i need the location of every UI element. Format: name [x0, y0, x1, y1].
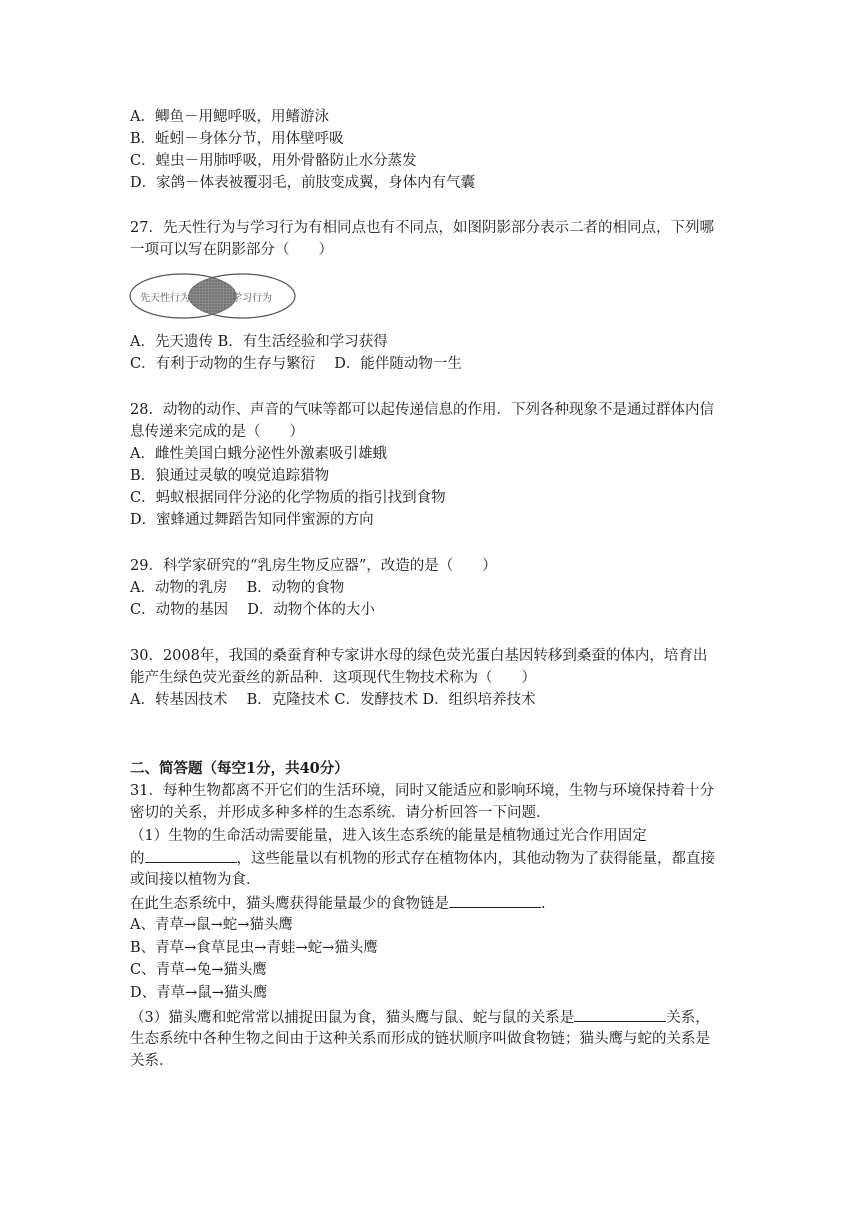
q31-stem-line2: 密切的关系，并形成多种多样的生态系统．请分析回答一下问题． — [130, 805, 551, 821]
q30-stem-line2: 能产生绿色荧光蚕丝的新品种．这项现代生物技术称为（ ） — [130, 670, 536, 686]
answer-blank-2[interactable] — [449, 892, 541, 908]
venn-right-label: 学习行为 — [232, 293, 272, 304]
answer-blank-3[interactable] — [574, 1006, 666, 1022]
q31-stem-line1: 31．每种生物都离不开它们的生活环境，同时又能适应和影响环境，生物与环境保持着十分 — [130, 783, 714, 799]
q31-part1-line2 — [130, 847, 715, 870]
q27-options-ab: A．先天遗传 B．有生活经验和学习获得 — [130, 334, 388, 350]
q27-stem-line2: 一项可以写在阴影部分（ ） — [130, 242, 333, 258]
q28-option-c: C．蚂蚁根据同伴分泌的化学物质的指引找到食物 — [130, 490, 446, 506]
q26-option-c: C．蝗虫－用肺呼吸，用外骨骼防止水分蒸发 — [130, 153, 417, 169]
q29-stem: 29．科学家研究的“乳房生物反应器”，改造的是（ ） — [130, 558, 497, 574]
q31-option-a: A、青草→鼠→蛇→猫头鹰 — [130, 917, 293, 933]
q28-stem-line1: 28．动物的动作、声音的气味等都可以起传递信息的作用．下列各种现象不是通过群体内信 — [130, 402, 714, 418]
q28-option-b: B．狼通过灵敏的嗅觉追踪猎物 — [130, 468, 330, 484]
section2-title: 二、简答题（每空1分，共40分） — [130, 760, 349, 777]
q28-stem-line2: 息传递来完成的是（ ） — [130, 424, 304, 440]
q26-option-b: B．蚯蚓－身体分节，用体壁呼吸 — [130, 131, 344, 147]
q31-part3-text: （3）猫头鹰和蛇常常以捕捉田鼠为食，猫头鹰与鼠、蛇与鼠的关系是 — [130, 1010, 575, 1026]
q31-part3-suffix: 关系， — [666, 1010, 710, 1026]
q31-part3-line2: 生态系统中各种生物之间由于这种关系而形成的链状顺序叫做食物链；猫头鹰与蛇的关系是 — [130, 1031, 710, 1047]
q31-option-c: C、青草→兔→猫头鹰 — [130, 962, 267, 978]
q27-stem-line1: 27．先天性行为与学习行为有相同点也有不同点，如图阴影部分表示二者的相同点，下列哪 — [130, 220, 714, 236]
q28-option-d: D．蜜蜂通过舞蹈告知同伴蜜源的方向 — [130, 512, 374, 528]
q31-part2-line — [130, 892, 546, 915]
venn-left-label: 先天性行为 — [140, 293, 190, 304]
q31-part1-suffix: ，这些能量以有机物的形式存在植物体内，其他动物为了获得能量，都直接 — [236, 851, 715, 867]
q30-stem-line1: 30．2008年，我国的桑蚕育种专家讲水母的绿色荧光蛋白基因转移到桑蚕的体内，培育出 — [130, 648, 708, 664]
q31-part1-line1: （1）生物的生命活动需要能量，进入该生态系统的能量是植物通过光合作用固定 — [130, 828, 647, 844]
q31-option-d: D、青草→鼠→猫头鹰 — [130, 985, 268, 1001]
venn-diagram — [128, 271, 298, 321]
answer-blank-1[interactable] — [145, 847, 237, 863]
q26-option-d: D．家鸽－体表被覆羽毛，前肢变成翼，身体内有气囊 — [130, 175, 476, 191]
q29-options-cd: C．动物的基因 D．动物个体的大小 — [130, 602, 375, 618]
q26-option-a: A．鲫鱼－用鳃呼吸，用鳍游泳 — [130, 109, 329, 125]
q31-part1-prefix: 的 — [130, 851, 145, 867]
q31-option-b: B、青草→食草昆虫→青蛙→蛇→猫头鹰 — [130, 940, 378, 956]
q31-part1-line3: 或间接以植物为食． — [130, 872, 261, 888]
q29-options-ab: A．动物的乳房 B．动物的食物 — [130, 580, 345, 596]
q31-part2-period: . — [541, 896, 546, 912]
q31-part2-text: 在此生态系统中，猫头鹰获得能量最少的食物链是 — [130, 896, 449, 912]
q31-part3-line3: 关系． — [130, 1053, 174, 1069]
q27-options-cd: C．有利于动物的生存与繁衍 D．能伴随动物一生 — [130, 356, 462, 372]
q28-option-a: A．雌性美国白蛾分泌性外激素吸引雄蛾 — [130, 446, 387, 462]
q30-options: A．转基因技术 B．克隆技术 C．发酵技术 D．组织培养技术 — [130, 692, 536, 708]
q31-part3-line1 — [130, 1006, 710, 1029]
